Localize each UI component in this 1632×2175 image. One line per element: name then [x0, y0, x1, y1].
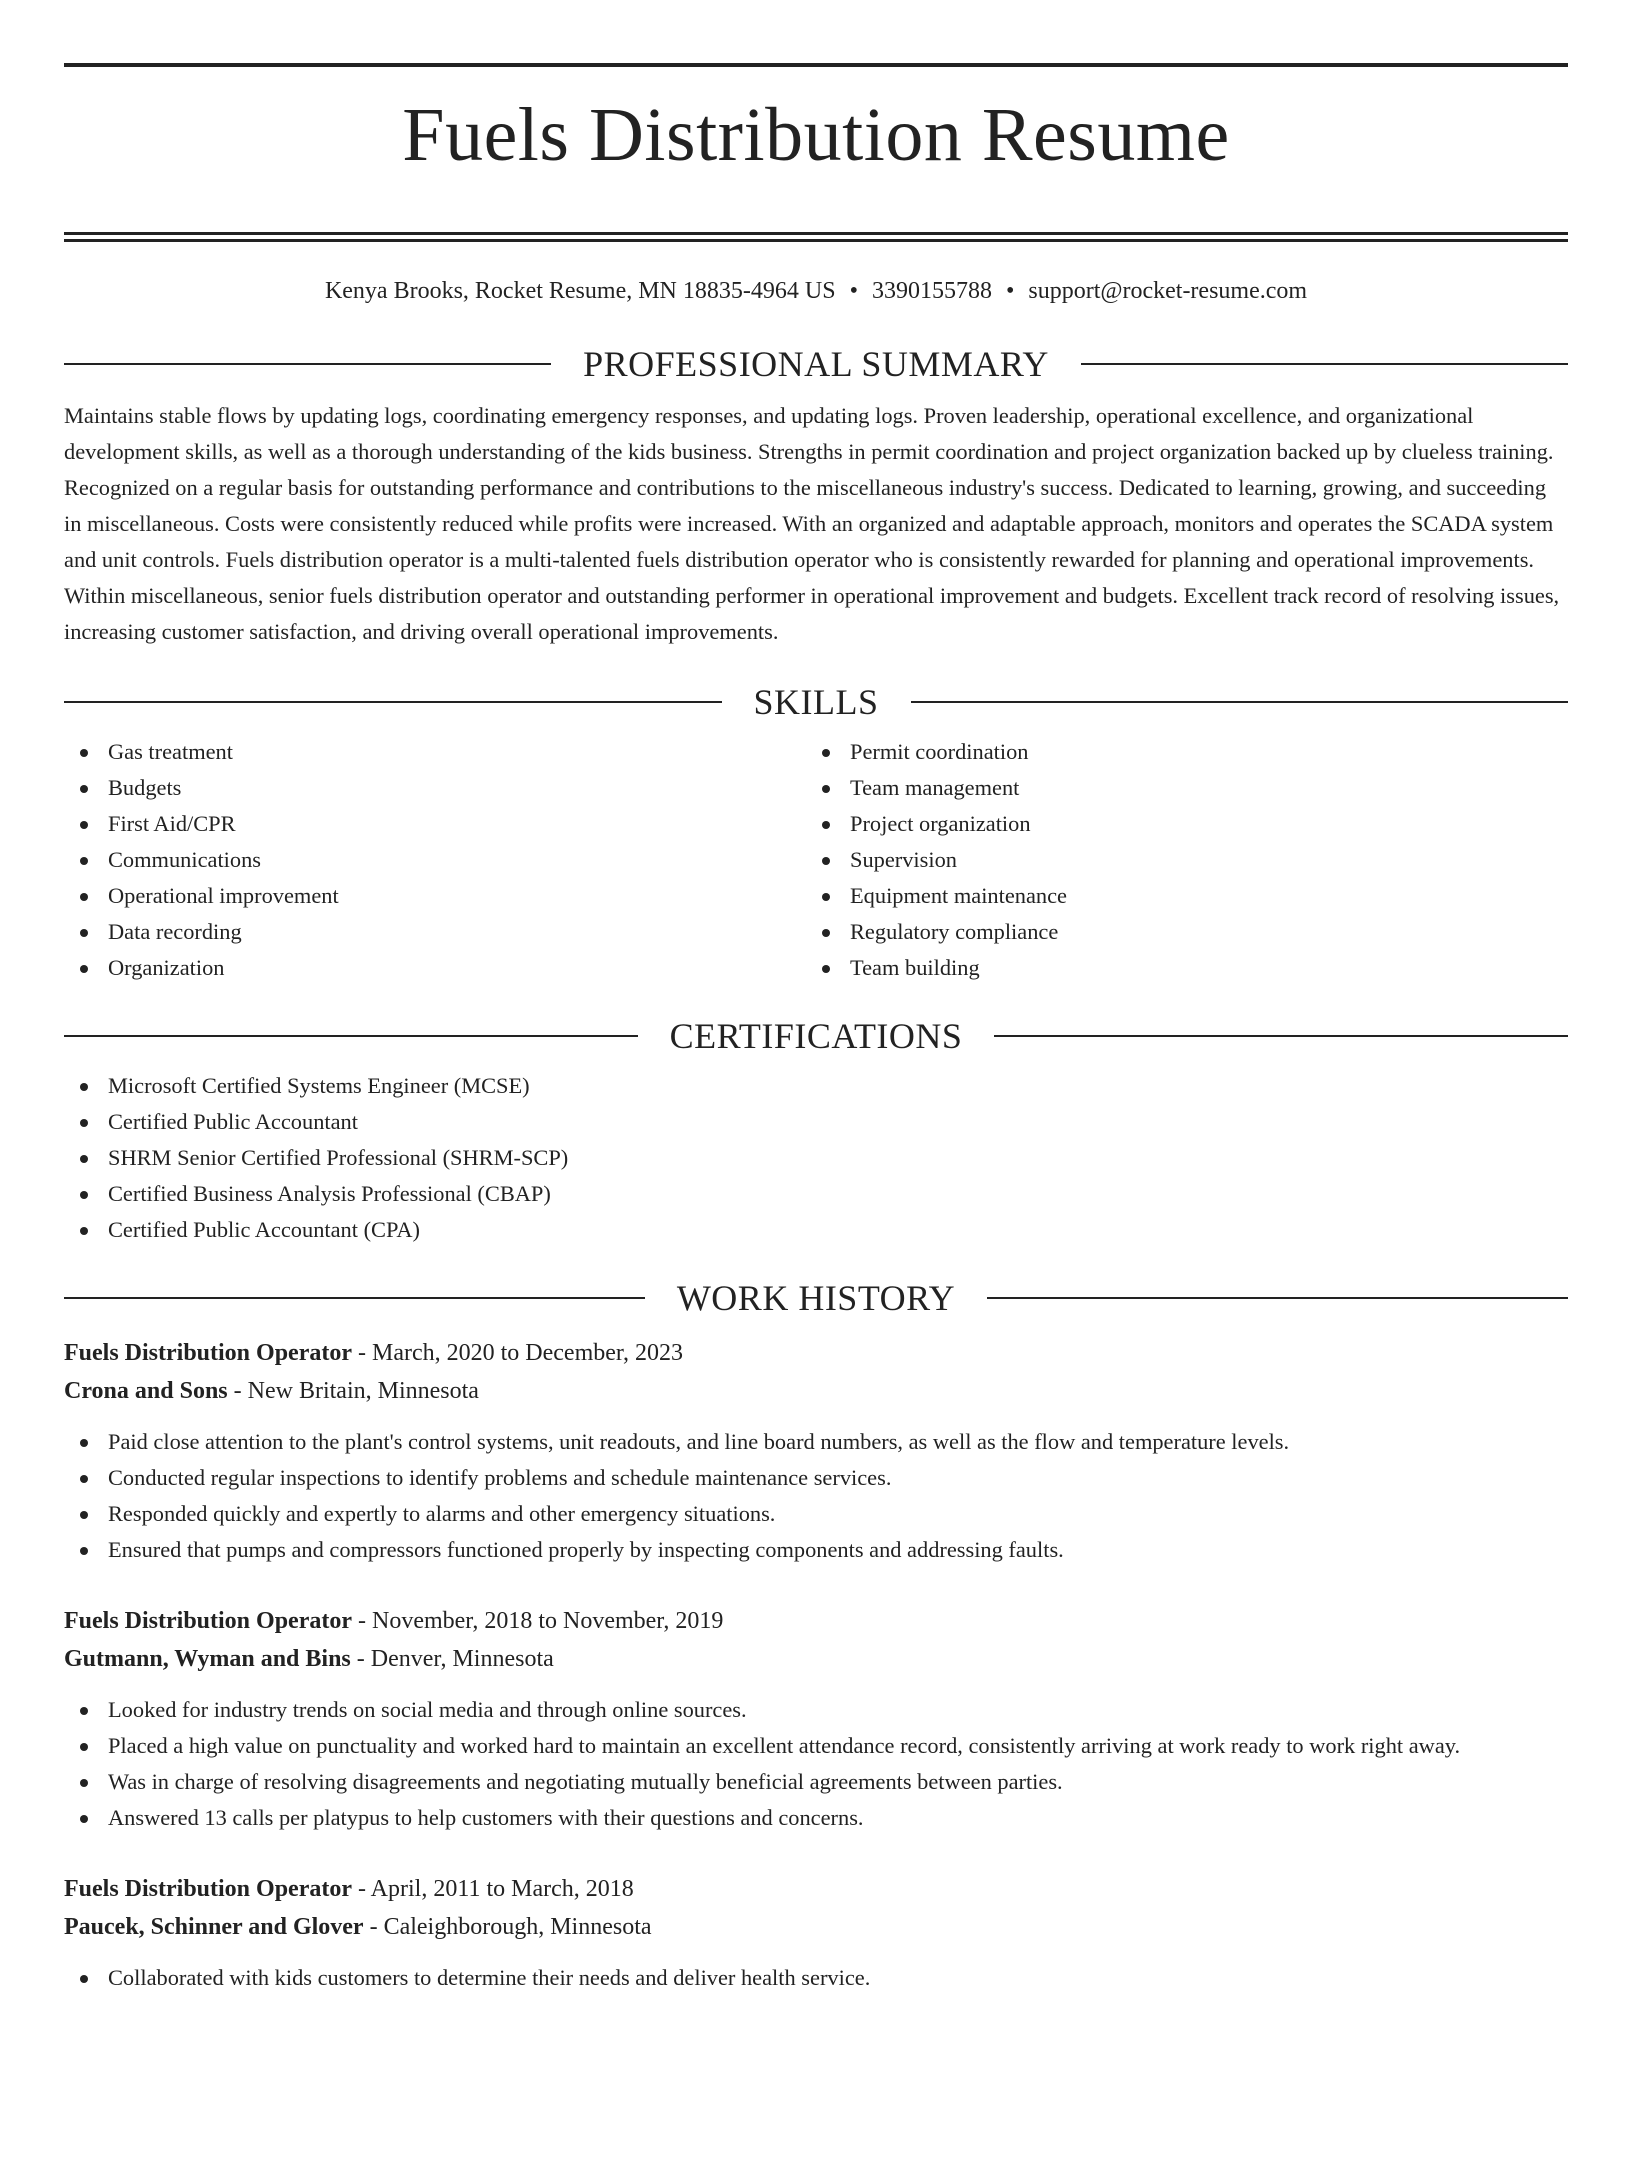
job-location: - Denver, Minnesota: [350, 1645, 554, 1672]
certification-item: Certified Public Accountant (CPA): [64, 1212, 1568, 1248]
heading-rule: [911, 701, 1569, 703]
skill-item: Budgets: [64, 770, 806, 806]
heading-rule: [987, 1297, 1568, 1299]
section-title: PROFESSIONAL SUMMARY: [583, 343, 1049, 384]
section-heading-certifications: [64, 1014, 1568, 1058]
heading-rule: [64, 1297, 645, 1299]
job-duty-item: Paid close attention to the plant's control systems, unit readouts, and line board numbers, as well as the flow and temperature levels.: [64, 1424, 1568, 1460]
section-title: WORK HISTORY: [676, 1277, 956, 1318]
job-location: - Caleighborough, Minnesota: [363, 1913, 652, 1940]
skill-item: Team management: [806, 770, 1548, 806]
contact-separator: •: [1005, 277, 1015, 304]
job-dates: - November, 2018 to November, 2019: [352, 1607, 724, 1634]
job-location: - New Britain, Minnesota: [227, 1377, 479, 1404]
job-duties: [64, 1424, 1568, 1568]
job-duty-item: Collaborated with kids customers to determine their needs and deliver health service.: [64, 1960, 1568, 1996]
section-title: SKILLS: [753, 681, 879, 722]
skill-item: Communications: [64, 842, 806, 878]
header-double-rule: [64, 232, 1568, 242]
job-entry: [64, 1602, 1568, 1836]
skill-item: Permit coordination: [806, 734, 1548, 770]
section-heading-summary: [64, 342, 1568, 386]
job-entry: [64, 1870, 1568, 1996]
contact-phone: 3390155788: [871, 277, 992, 304]
skill-item: First Aid/CPR: [64, 806, 806, 842]
skill-item: Team building: [806, 950, 1548, 986]
job-duties: [64, 1692, 1568, 1836]
job-dates: - March, 2020 to December, 2023: [352, 1339, 683, 1366]
skills-list-right: [806, 734, 1548, 986]
contact-line: [64, 276, 1568, 306]
heading-rule: [64, 363, 551, 365]
resume-title: Fuels Distribution Resume: [402, 93, 1230, 177]
certification-item: Certified Public Accountant: [64, 1104, 1568, 1140]
heading-rule: [64, 701, 722, 703]
section-title: CERTIFICATIONS: [669, 1015, 963, 1056]
job-company-line: [64, 1372, 1568, 1410]
job-title-line: [64, 1334, 1568, 1372]
contact-email: support@rocket-resume.com: [1028, 277, 1308, 304]
section-heading-work-history: [64, 1276, 1568, 1320]
heading-rule: [994, 1035, 1568, 1037]
skills-columns: [64, 734, 1568, 986]
certification-item: Microsoft Certified Systems Engineer (MCSE): [64, 1068, 1568, 1104]
section-heading-skills: [64, 680, 1568, 724]
job-dates: - April, 2011 to March, 2018: [352, 1875, 634, 1902]
job-title-line: [64, 1602, 1568, 1640]
job-duty-item: Responded quickly and expertly to alarms and other emergency situations.: [64, 1496, 1568, 1532]
job-company-line: [64, 1908, 1568, 1946]
skill-item: Operational improvement: [64, 878, 806, 914]
job-title-line: [64, 1870, 1568, 1908]
job-duty-item: Looked for industry trends on social media and through online sources.: [64, 1692, 1568, 1728]
job-duty-item: Was in charge of resolving disagreements and negotiating mutually beneficial agreements between parties.: [64, 1764, 1568, 1800]
job-duty-item: Placed a high value on punctuality and worked hard to maintain an excellent attendance record, consistently arriving at work ready to work right away.: [64, 1728, 1568, 1764]
certifications-list: [64, 1068, 1568, 1248]
skill-item: Regulatory compliance: [806, 914, 1548, 950]
certification-item: Certified Business Analysis Professional (CBAP): [64, 1176, 1568, 1212]
skills-list-left: [64, 734, 806, 986]
skill-item: Gas treatment: [64, 734, 806, 770]
skill-item: Data recording: [64, 914, 806, 950]
summary-text: Maintains stable flows by updating logs, coordinating emergency responses, and updating logs. Proven leadership, operational excellence, and organizational development skills, as well as a thorough understanding of the kids business. Strengths in permit coordination and project organization backed up by clueless training. Recognized on a regular basis for outstanding performance and contributions to the miscellaneous industry's success. Dedicated to learning, growing, and succeeding in miscellaneous. Costs were consistently reduced while profits were increased. With an organized and adaptable approach, monitors and operates the SCADA system and unit controls. Fuels distribution operator is a multi-talented fuels distribution operator who is consistently rewarded for planning and operational improvements. Within miscellaneous, senior fuels distribution operator and outstanding performer in operational improvement and budgets. Excellent track record of resolving issues, increasing customer satisfaction, and driving overall operational improvements.: [64, 402, 1560, 644]
job-title: Fuels Distribution Operator: [64, 1339, 352, 1366]
heading-rule: [64, 1035, 638, 1037]
heading-rule: [1081, 363, 1568, 365]
resume-page: [0, 63, 1632, 2175]
job-duty-item: Ensured that pumps and compressors functioned properly by inspecting components and addressing faults.: [64, 1532, 1568, 1568]
contact-address: Kenya Brooks, Rocket Resume, MN 18835-4964 US: [324, 277, 836, 304]
header-top-rule: [64, 63, 1568, 67]
job-company-line: [64, 1640, 1568, 1678]
job-duty-item: Conducted regular inspections to identify problems and schedule maintenance services.: [64, 1460, 1568, 1496]
skill-item: Organization: [64, 950, 806, 986]
job-duty-item: Answered 13 calls per platypus to help customers with their questions and concerns.: [64, 1800, 1568, 1836]
job-title: Fuels Distribution Operator: [64, 1607, 352, 1634]
job-title: Fuels Distribution Operator: [64, 1875, 352, 1902]
job-company: Paucek, Schinner and Glover: [64, 1913, 364, 1940]
job-company: Crona and Sons: [64, 1377, 228, 1404]
job-company: Gutmann, Wyman and Bins: [64, 1645, 351, 1672]
job-entry: [64, 1334, 1568, 1568]
skill-item: Equipment maintenance: [806, 878, 1548, 914]
job-duties: [64, 1960, 1568, 1996]
contact-separator: •: [849, 277, 858, 304]
skill-item: Supervision: [806, 842, 1548, 878]
skill-item: Project organization: [806, 806, 1548, 842]
certification-item: SHRM Senior Certified Professional (SHRM-SCP): [64, 1140, 1568, 1176]
